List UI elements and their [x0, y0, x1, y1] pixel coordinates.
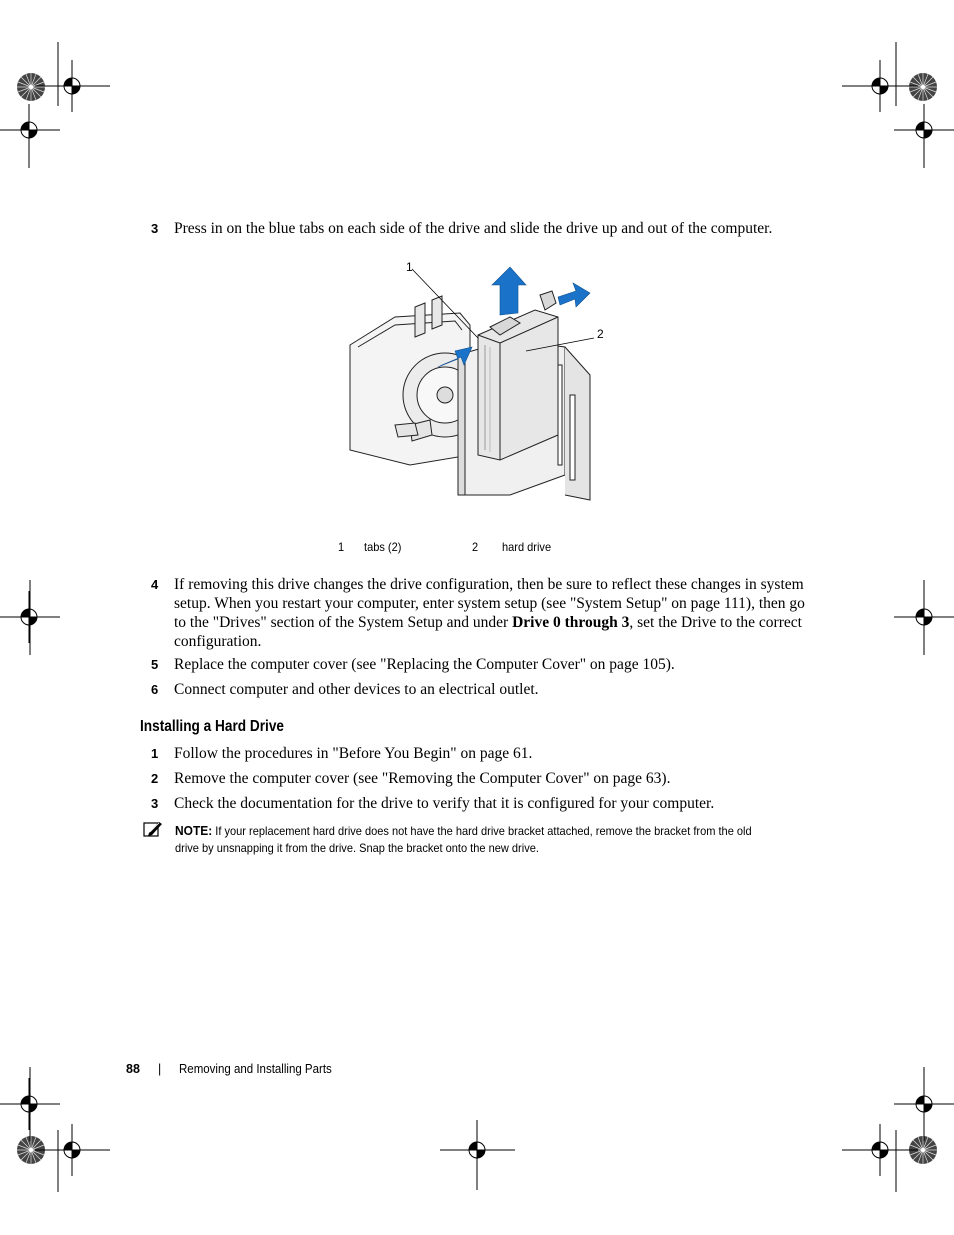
step-number: 2 — [151, 771, 159, 786]
step-text: Connect computer and other devices to an electrical outlet. — [174, 681, 539, 698]
legend-num-1: 1 — [338, 540, 345, 554]
step-number: 3 — [151, 796, 159, 811]
figure-callout-2: 2 — [597, 327, 604, 341]
step-number: 3 — [151, 221, 159, 236]
step-number: 5 — [151, 657, 159, 672]
note-text: If your replacement hard drive does not have the hard drive bracket attached, remove the bracket from the old drive by unsnapping it from the drive. Snap the bracket onto the new drive. — [175, 824, 752, 855]
step-text-bold: Drive 0 through 3 — [512, 614, 630, 631]
note-label: NOTE: — [175, 823, 213, 838]
note-block — [175, 822, 768, 857]
footer-separator: | — [158, 1062, 162, 1076]
section-heading: Installing a Hard Drive — [140, 718, 285, 735]
up-arrow-icon — [492, 267, 526, 315]
step-number: 6 — [151, 682, 159, 697]
registration-star-icon — [909, 73, 937, 101]
step-text: Follow the procedures in "Before You Begin" on page 61. — [174, 745, 533, 762]
step-text: Remove the computer cover (see "Removing the Computer Cover" on page 63). — [174, 770, 671, 787]
footer-section-title: Removing and Installing Parts — [179, 1062, 332, 1076]
hard-drive-removal-illustration — [340, 255, 620, 520]
press-arrow-icon — [558, 283, 590, 307]
step-number: 1 — [151, 746, 159, 761]
registration-star-icon — [17, 73, 45, 101]
step-text-part: , set the Drive to the correct configuration. — [174, 614, 802, 650]
step-text: Press in on the blue tabs on each side of the drive and slide the drive up and out of the computer. — [174, 220, 773, 237]
step-number: 4 — [151, 577, 159, 592]
note-pencil-icon — [143, 820, 163, 838]
figure-callout-1: 1 — [406, 260, 413, 274]
step-text: Check the documentation for the drive to verify that it is configured for your computer. — [174, 795, 715, 812]
legend-num-2: 2 — [472, 540, 479, 554]
legend-label-2: hard drive — [502, 540, 552, 554]
step-text-part: If removing this drive changes the drive configuration, then be sure to reflect these changes in system setup. When you restart your computer, enter system setup (see "System Setup" on page 111), then go to the "Drives" section of the System Setup and under — [174, 576, 805, 631]
step-text: Replace the computer cover (see "Replacing the Computer Cover" on page 105). — [174, 656, 675, 673]
step-text — [174, 575, 819, 651]
page-number: 88 — [126, 1062, 140, 1076]
legend-label-1: tabs (2) — [364, 540, 402, 554]
